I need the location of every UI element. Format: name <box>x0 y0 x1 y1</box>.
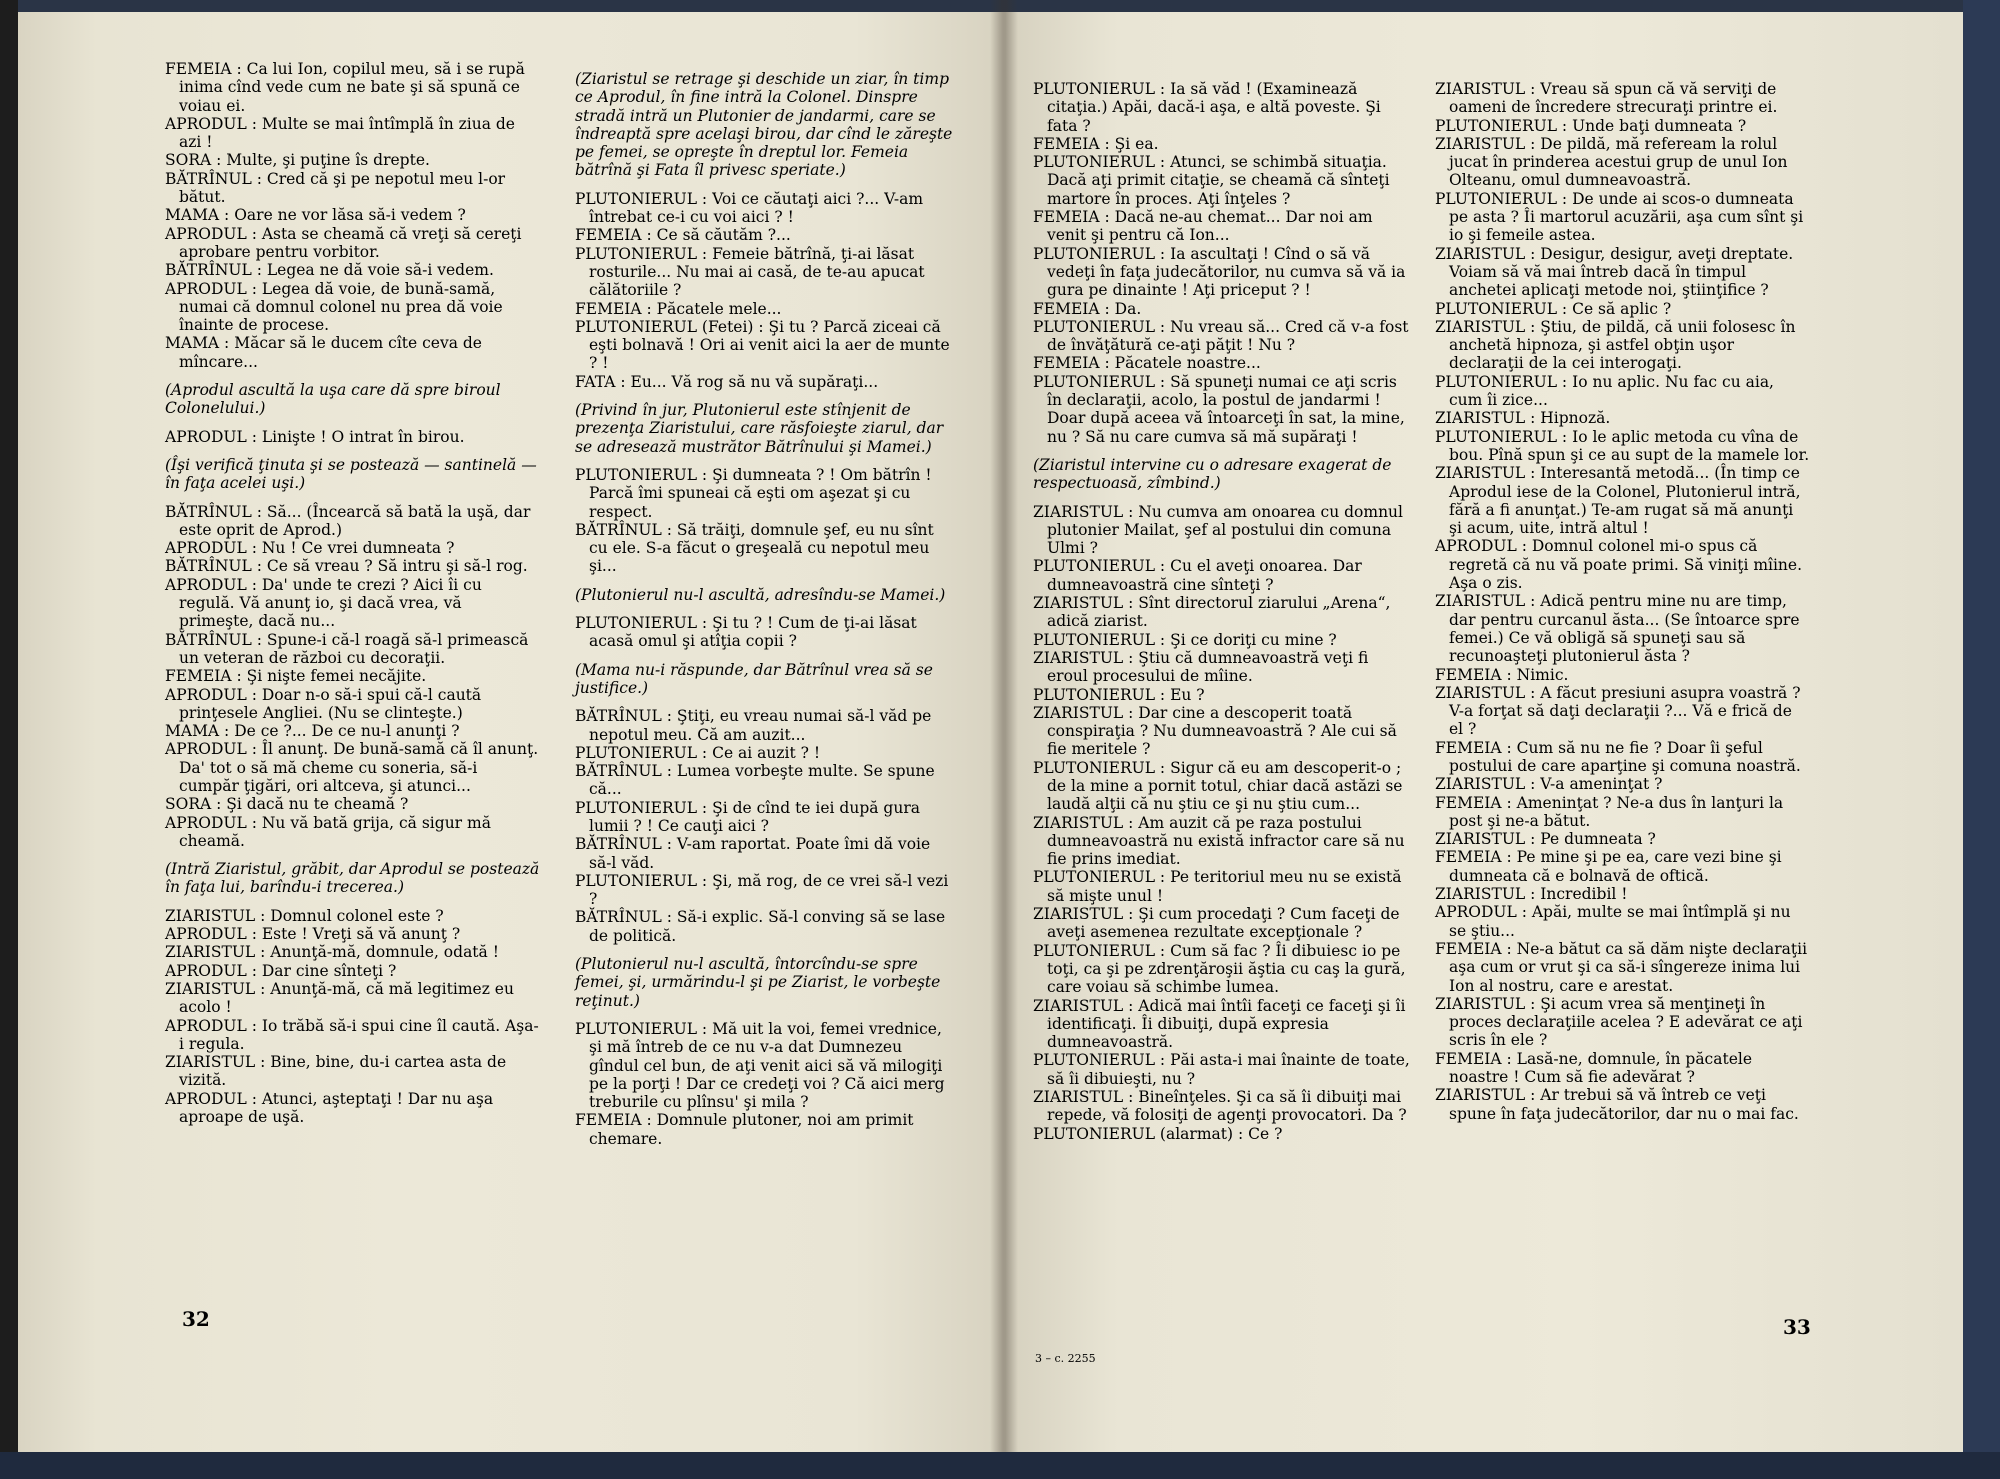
dialogue-line: FEMEIA : Ca lui Ion, copilul meu, să i se rupă inima cînd vede cum ne bate şi să spună ce voiau ei. <box>165 60 525 115</box>
dialogue-line: ZIARISTUL : Anunţă-mă, că mă legitimez eu acolo ! <box>165 979 514 1017</box>
dialogue-line: PLUTONIERUL : Unde baţi dumneata ? <box>1435 116 1747 135</box>
dialogue-line: BĂTRÎNUL : Ştiţi, eu vreau numai să-l văd pe nepotul meu. Că am auzit... <box>575 707 932 744</box>
dialogue-line: FEMEIA : Ameninţat ? Ne-a dus în lanţuri la post şi ne-a bătut. <box>1435 793 1784 830</box>
dialogue-line: ZIARISTUL : Ştiu, de pildă, că unii folosesc în anchetă hipnoza, şi astfel obţin uşor declaraţii de la cei interogaţi. <box>1435 317 1796 373</box>
dialogue-line: ZIARISTUL : Bineînţeles. Şi ca să îi dibuiţi mai repede, vă folosiţi de agenţi provocatori. Da ? <box>1033 1088 1407 1125</box>
dialogue-line: PLUTONIERUL : Eu ? <box>1033 685 1205 704</box>
book-cover-right-edge <box>1963 0 2000 1479</box>
dialogue-line: PLUTONIERUL : Cu el aveţi onoarea. Dar dumneavoastră cine sînteţi ? <box>1033 557 1362 594</box>
dialogue-line: FEMEIA : Păcatele mele... <box>575 299 782 318</box>
dialogue-line: PLUTONIERUL : Pe teritoriul meu nu se există să mişte unul ! <box>1033 868 1402 905</box>
dialogue-line: ZIARISTUL : Dar cine a descoperit toată conspiraţia ? Nu dumneavoastră ? Ale cui să fie meritele ? <box>1033 703 1397 759</box>
dialogue-line: APRODUL : Nu vă bată grija, că sigur mă cheamă. <box>165 813 491 850</box>
dialogue-line: ZIARISTUL : Şi acum vrea să menţineţi în proces declaraţiile acelea ? E adevărat ce aţi scris în ele ? <box>1435 994 1803 1050</box>
book-cover-bottom-edge <box>0 1452 2000 1479</box>
dialogue-line: BĂTRÎNUL : Lumea vorbeşte multe. Se spune că... <box>575 762 935 799</box>
dialogue-line: APRODUL : Atunci, aşteptaţi ! Dar nu aşa aproape de uşă. <box>165 1089 494 1127</box>
dialogue-line: PLUTONIERUL : Atunci, se schimbă situaţia. Dacă aţi primit citaţie, se cheamă că sînteţi martore în proces. Aţi înţeles ? <box>1033 153 1390 208</box>
dialogue-line: PLUTONIERUL : Ia ascultaţi ! Cînd o să vă vedeţi în faţa judecătorilor, nu cumva să vă ia gura pe dinainte ! Aţi priceput ? ! <box>1033 244 1406 300</box>
dialogue-line: BĂTRÎNUL : Să... (Încearcă să bată la uşă, dar este oprit de Aprod.) <box>165 502 531 539</box>
dialogue-line: BĂTRÎNUL : V-am raportat. Poate îmi dă voie să-l văd. <box>575 835 931 872</box>
book-cover-left-edge <box>0 0 18 1479</box>
dialogue-line: PLUTONIERUL : Să spuneţi numai ce aţi scris în declaraţii, acolo, la postul de jandarmi ! Doar după aceea vă întoarceţi în sat, la mine, nu ? Să nu care cumva să mă supăraţi ! <box>1033 372 1405 446</box>
dialogue-line: ZIARISTUL : Hipnoză. <box>1435 409 1611 428</box>
dialogue-line: FEMEIA : Ce să căutăm ?... <box>575 226 791 245</box>
dialogue-line: PLUTONIERUL : Femeie bătrînă, ţi-ai lăsat rosturile... Nu mai ai casă, de te-au apucat călătoriile ? <box>575 244 925 300</box>
dialogue-line: ZIARISTUL : Desigur, desigur, aveţi dreptate. Voiam să vă mai întreb dacă în timpul anchetei aplicaţi metode noi, ştiinţifice ? <box>1435 244 1794 300</box>
dialogue-line: ZIARISTUL : A făcut presiuni asupra voastră ? V-a forţat să daţi declaraţii ?... Vă e frică de el ? <box>1435 683 1801 739</box>
stage-direction: (Îşi verifică ţinuta şi se postează — santinelă — în faţa acelei uşi.) <box>165 455 537 493</box>
dialogue-line: APRODUL : Domnul colonel mi-o spus că regretă că nu vă poate primi. Să viniţi mîine. Aşa o zis. <box>1435 537 1803 593</box>
dialogue-line: ZIARISTUL : Am auzit că pe raza postului dumneavoastră nu există infractor care să nu fie prins imediat. <box>1033 813 1405 869</box>
dialogue-line: SORA : Multe, şi puţine îs drepte. <box>165 151 430 170</box>
dialogue-line: APRODUL : Asta se cheamă că vreţi să cereţi aprobare pentru vorbitor. <box>165 224 522 261</box>
stage-direction: (Plutonierul nu-l ascultă, întorcîndu-se spre femei, şi, urmărindu-l şi pe Ziarist, le vorbeşte reţinut.) <box>575 955 941 1010</box>
dialogue-line: APRODUL : Apăi, multe se mai întîmplă şi nu se ştiu... <box>1435 903 1791 940</box>
dialogue-line: FEMEIA : Ne-a bătut ca să dăm nişte declaraţii aşa cum or vrut şi ca să-i sîngereze inima lui Ion al nostru, care e arestat. <box>1435 939 1808 995</box>
dialogue-line: APRODUL : Legea dă voie, de bună-samă, numai că domnul colonel nu prea dă voie înainte de procese. <box>165 279 503 335</box>
dialogue-line: PLUTONIERUL : Şi, mă rog, de ce vrei să-l vezi ? <box>575 871 949 909</box>
dialogue-line: ZIARISTUL : Ştiu că dumneavoastră veţi fi eroul procesului de mîine. <box>1033 648 1369 686</box>
dialogue-line: ZIARISTUL : Vreau să spun că vă serviţi de oameni de încredere strecuraţi printre ei. <box>1435 80 1778 117</box>
dialogue-line: APRODUL : Linişte ! O intrat în birou. <box>165 427 465 446</box>
dialogue-line: ZIARISTUL : Pe dumneata ? <box>1435 830 1656 849</box>
dialogue-line: FEMEIA : Domnule plutoner, noi am primit chemare. <box>575 1111 914 1148</box>
dialogue-line: FATA : Eu... Vă rog să nu vă supăraţi... <box>575 372 879 391</box>
printer-signature: 3 – c. 2255 <box>1035 1352 1096 1365</box>
dialogue-line: PLUTONIERUL : Io nu aplic. Nu fac cu aia, cum îi zice... <box>1435 372 1774 410</box>
right-page-column-2 <box>1435 80 1810 1123</box>
dialogue-line: APRODUL : Nu ! Ce vrei dumneata ? <box>165 539 455 558</box>
right-page-column-1 <box>1033 80 1413 1143</box>
dialogue-line: ZIARISTUL : De pildă, mă refeream la rolul jucat în prinderea acestui grup de unul Ion Olteanu, omul dumneavoastră. <box>1435 134 1788 190</box>
dialogue-line: PLUTONIERUL : Ce să aplic ? <box>1435 299 1672 318</box>
stage-direction: (Intră Ziaristul, grăbit, dar Aprodul se postează în faţa lui, barîndu-i trecerea.) <box>165 860 540 897</box>
dialogue-line: ZIARISTUL : Anunţă-mă, domnule, odată ! <box>165 943 499 962</box>
dialogue-line: SORA : Şi dacă nu te cheamă ? <box>165 795 409 814</box>
dialogue-line: FEMEIA : Dacă ne-au chemat... Dar noi am venit şi pentru că Ion... <box>1033 208 1373 245</box>
dialogue-line: ZIARISTUL : Interesantă metodă... (În timp ce Aprodul iese de la Colonel, Plutonierul intră, fără a fi anunţat.) Te-am rugat să mă anunţi şi acum, uite, intră altul ! <box>1435 464 1801 538</box>
dialogue-line: FEMEIA : Da. <box>1033 299 1142 318</box>
dialogue-line: FEMEIA : Şi ea. <box>1033 134 1159 153</box>
dialogue-line: BĂTRÎNUL : Să trăiţi, domnule şef, eu nu sînt cu ele. S-a făcut o greşeală cu nepotul meu şi... <box>575 520 934 576</box>
dialogue-line: PLUTONIERUL (Fetei) : Şi tu ? Parcă ziceai că eşti bolnavă ! Ori ai venit aici la aer de munte ? ! <box>575 317 950 373</box>
dialogue-line: ZIARISTUL : Bine, bine, du-i cartea asta de vizită. <box>165 1053 507 1090</box>
dialogue-line: FEMEIA : Lasă-ne, domnule, în păcatele noastre ! Cum să fie adevărat ? <box>1435 1049 1753 1087</box>
dialogue-line: MAMA : Oare ne vor lăsa să-i vedem ? <box>165 206 466 225</box>
dialogue-line: PLUTONIERUL : De unde ai scos-o dumneata pe asta ? Îi martorul acuzării, aşa cum sînt şi io şi femeile astea. <box>1435 189 1804 245</box>
dialogue-line: APRODUL : Multe se mai întîmplă în ziua de azi ! <box>165 114 515 152</box>
stage-direction: (Aprodul ascultă la uşa care dă spre biroul Colonelului.) <box>165 381 501 418</box>
dialogue-line: ZIARISTUL : Nu cumva am onoarea cu domnul plutonier Mailat, şef al postului din comuna Ulmi ? <box>1033 502 1403 558</box>
dialogue-line: ZIARISTUL : Adică pentru mine nu are timp, dar pentru curcanul ăsta... (Se întoarce spre femei.) Ce vă obligă să spuneţi sau să recunoaşteţi plutonierul ăsta ? <box>1435 592 1800 666</box>
dialogue-line: PLUTONIERUL : Şi dumneata ? ! Om bătrîn ! Parcă îmi spuneai că eşti om aşezat şi cu respect. <box>575 465 932 521</box>
dialogue-line: PLUTONIERUL : Sigur că eu am descoperit-o ; de la mine a pornit totul, chiar dacă astăzi se laudă alţii că nu ştiu ce şi nu ştiu cum... <box>1033 758 1403 814</box>
dialogue-line: PLUTONIERUL (alarmat) : Ce ? <box>1033 1124 1283 1143</box>
dialogue-line: ZIARISTUL : Sînt directorul ziarului „Arena“, adică ziarist. <box>1033 594 1391 631</box>
dialogue-line: PLUTONIERUL : Voi ce căutaţi aici ?... V-am întrebat ce-i cu voi aici ? ! <box>575 189 924 227</box>
dialogue-line: PLUTONIERUL : Cum să fac ? Îi dibuiesc io pe toţi, ca şi pe zdrenţăroşii ăştia cu caş la gură, care voiau să schimbe lumea. <box>1033 941 1406 997</box>
dialogue-line: ZIARISTUL : V-a ameninţat ? <box>1435 775 1663 794</box>
dialogue-line: PLUTONIERUL : Şi tu ? ! Cum de ţi-ai lăsat acasă omul şi atîţia copii ? <box>575 614 917 651</box>
dialogue-line: PLUTONIERUL : Mă uit la voi, femei vrednice, şi mă întreb de ce nu v-a dat Dumnezeu gîndul cel bun, de aţi venit aici să vă milogiţi pe la porţi ! Dar ce credeţi voi ? Că aici merg treburile cu plînsu' şi mila ? <box>575 1019 945 1112</box>
dialogue-line: MAMA : Măcar să le ducem cîte ceva de mîncare... <box>165 334 482 371</box>
dialogue-line: PLUTONIERUL : Şi ce doriţi cu mine ? <box>1033 630 1337 649</box>
dialogue-line: ZIARISTUL : Incredibil ! <box>1435 885 1628 904</box>
dialogue-line: PLUTONIERUL : Io le aplic metoda cu vîna de bou. Pînă spun şi ce au supt de la mamele lor. <box>1435 427 1810 464</box>
dialogue-line: FEMEIA : Pe mine şi pe ea, care vezi bine şi dumneata că e bolnavă de oftică. <box>1435 848 1782 885</box>
dialogue-line: FEMEIA : Nimic. <box>1435 665 1569 684</box>
dialogue-line: APRODUL : Doar n-o să-i spui că-l caută prinţesele Angliei. (Nu se clinteşte.) <box>165 685 482 722</box>
dialogue-line: BĂTRÎNUL : Legea ne dă voie să-i vedem. <box>165 261 494 280</box>
dialogue-line: ZIARISTUL : Adică mai întîi faceţi ce faceţi şi îi identificaţi. Îi dibuiţi, după expresia dumneavoastră. <box>1033 996 1406 1052</box>
dialogue-line: APRODUL : Îl anunţ. De bună-samă că îl anunţ. Da' tot o să mă cheme cu soneria, să-i cumpăr ţigări, ori altceva, şi atunci... <box>165 740 539 795</box>
stage-direction: (Privind în jur, Plutonierul este stînjenit de prezenţa Ziaristului, care răsfoieşte ziarul, dar se adresează mustrător Bătrînului şi Mamei.) <box>575 401 944 456</box>
book-gutter <box>990 0 1018 1479</box>
dialogue-line: ZIARISTUL : Ar trebui să vă întreb ce veţi spune în faţa judecătorilor, dar nu o mai fac. <box>1435 1086 1799 1123</box>
dialogue-line: ZIARISTUL : Şi cum procedaţi ? Cum faceţi de aveţi asemenea rezultate excepţionale ? <box>1033 905 1400 942</box>
stage-direction: (Plutonierul nu-l ascultă, adresîndu-se Mamei.) <box>575 585 946 604</box>
dialogue-line: FEMEIA : Cum să nu ne fie ? Doar îi şeful postului de care aparţine şi comuna noastră. <box>1435 738 1801 775</box>
dialogue-line: APRODUL : Da' unde te crezi ? Aici îi cu regulă. Vă anunţ io, şi dacă vrea, vă primeşte, dacă nu... <box>165 575 482 631</box>
dialogue-line: APRODUL : Este ! Vreţi să vă anunţ ? <box>165 925 461 944</box>
dialogue-line: ZIARISTUL : Domnul colonel este ? <box>165 906 444 925</box>
left-page-column-1 <box>165 60 540 1126</box>
dialogue-line: PLUTONIERUL : Ce ai auzit ? ! <box>575 743 821 762</box>
dialogue-line: BĂTRÎNUL : Spune-i că-l roagă să-l primească un veteran de război cu decoraţii. <box>165 630 529 667</box>
page-number-left: 32 <box>182 1307 210 1331</box>
stage-direction: (Ziaristul se retrage şi deschide un ziar, în timp ce Aprodul, în fine intră la Colonel. Dinspre stradă intră un Plutonier de jandarmi, care se îndreaptă spre acelaşi birou, dar cînd le zăreşte pe femei, se opreşte în dreptul lor. Femeia bătrînă şi Fata îl privesc speriate.) <box>575 70 953 180</box>
dialogue-line: PLUTONIERUL : Ia să văd ! (Examinează citaţia.) Apăi, dacă-i aşa, e altă poveste. Şi fata ? <box>1033 80 1381 135</box>
dialogue-line: PLUTONIERUL : Şi de cînd te iei după gura lumii ? ! Ce cauţi aici ? <box>575 798 920 835</box>
dialogue-line: PLUTONIERUL : Nu vreau să... Cred că v-a fost de învăţătură ce-aţi păţit ! Nu ? <box>1033 317 1409 355</box>
dialogue-line: BĂTRÎNUL : Cred că şi pe nepotul meu l-or bătut. <box>165 169 506 207</box>
dialogue-line: APRODUL : Dar cine sînteţi ? <box>165 961 397 980</box>
stage-direction: (Ziaristul intervine cu o adresare exagerat de respectuoasă, zîmbind.) <box>1033 455 1392 493</box>
dialogue-line: FEMEIA : Şi nişte femei necăjite. <box>165 667 427 686</box>
dialogue-line: FEMEIA : Păcatele noastre... <box>1033 354 1261 373</box>
dialogue-line: BĂTRÎNUL : Ce să vreau ? Să intru şi să-l rog. <box>165 557 528 576</box>
dialogue-line: PLUTONIERUL : Păi asta-i mai înainte de toate, să îi dibuieşti, nu ? <box>1033 1051 1410 1088</box>
dialogue-line: MAMA : De ce ?... De ce nu-l anunţi ? <box>165 722 460 741</box>
dialogue-line: APRODUL : Io trăbă să-i spui cine îl caută. Aşa-i regula. <box>165 1016 539 1053</box>
page-number-right: 33 <box>1783 1315 1811 1339</box>
dialogue-line: BĂTRÎNUL : Să-i explic. Să-l conving să se lase de politică. <box>575 908 946 945</box>
stage-direction: (Mama nu-i răspunde, dar Bătrînul vrea să se justifice.) <box>575 660 933 697</box>
left-page-column-2 <box>575 60 955 1148</box>
